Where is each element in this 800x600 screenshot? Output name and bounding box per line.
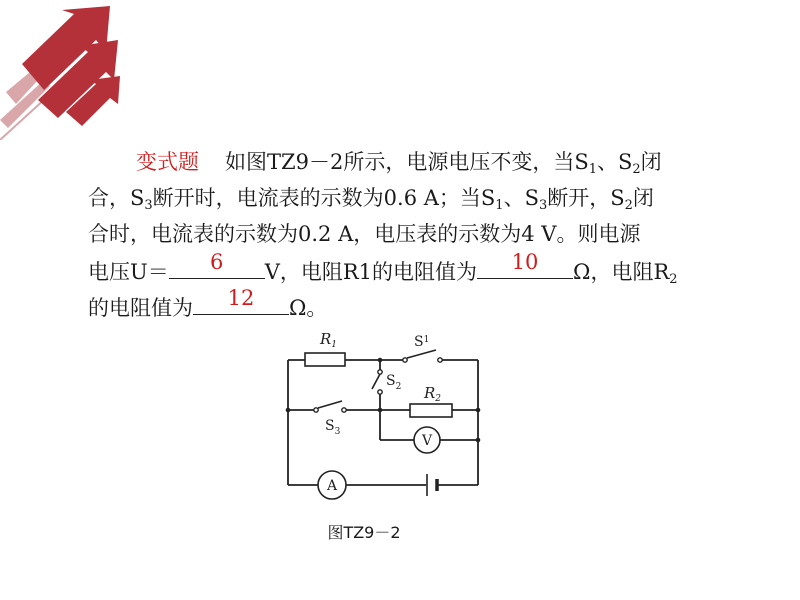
figure-caption: 图TZ9－2 — [327, 523, 401, 542]
problem-text — [88, 144, 738, 324]
resistor-r2 — [410, 404, 452, 417]
answer-blank-voltage — [169, 252, 265, 279]
voltmeter-label: V — [421, 433, 433, 449]
ammeter-label: A — [326, 478, 338, 494]
answer-blank-r1 — [477, 252, 573, 279]
problem-line-5: 的电阻值为 12 Ω。 — [88, 288, 738, 324]
ammeter — [318, 471, 346, 499]
variant-label: 变式题 — [136, 150, 199, 174]
problem-line-2: 合，$S_3$断开时，电流表的示数为0.6 A；当$S_1$、$S_3$断开，$S_2$闭 — [88, 186, 654, 213]
switch-s1 — [403, 350, 442, 362]
problem-line-4: 电压U＝ 6 V，电阻R1的电阻值为 10 Ω，电阻$R_2$ — [88, 252, 738, 288]
s3-label: $S_3$ — [325, 418, 341, 437]
resistor-r1 — [305, 353, 345, 366]
r1-label: $R_1$ — [320, 330, 338, 350]
answer-r2: 12 — [227, 286, 255, 310]
answer-r1: 10 — [511, 250, 539, 274]
switch-s3 — [314, 401, 346, 412]
junction-dots — [286, 358, 481, 443]
answer-voltage: 6 — [210, 250, 224, 274]
battery — [427, 474, 437, 496]
s1-label: $S^1$ — [414, 334, 430, 350]
circuit-diagram — [270, 320, 500, 505]
r2-label: $R_2$ — [424, 384, 442, 404]
answer-blank-r2 — [193, 288, 289, 315]
problem-line-1: 变式题 如图TZ9－2所示，电源电压不变，当$S_1$、$S_2$闭 — [136, 150, 662, 177]
voltmeter — [414, 427, 440, 453]
switch-s2 — [372, 370, 382, 394]
problem-line-3: 合时，电流表的示数为0.2 A，电压表的示数为4 V。则电源 — [88, 222, 641, 246]
s2-label: $S_2$ — [386, 373, 402, 392]
arrow-logo-icon — [0, 0, 170, 140]
